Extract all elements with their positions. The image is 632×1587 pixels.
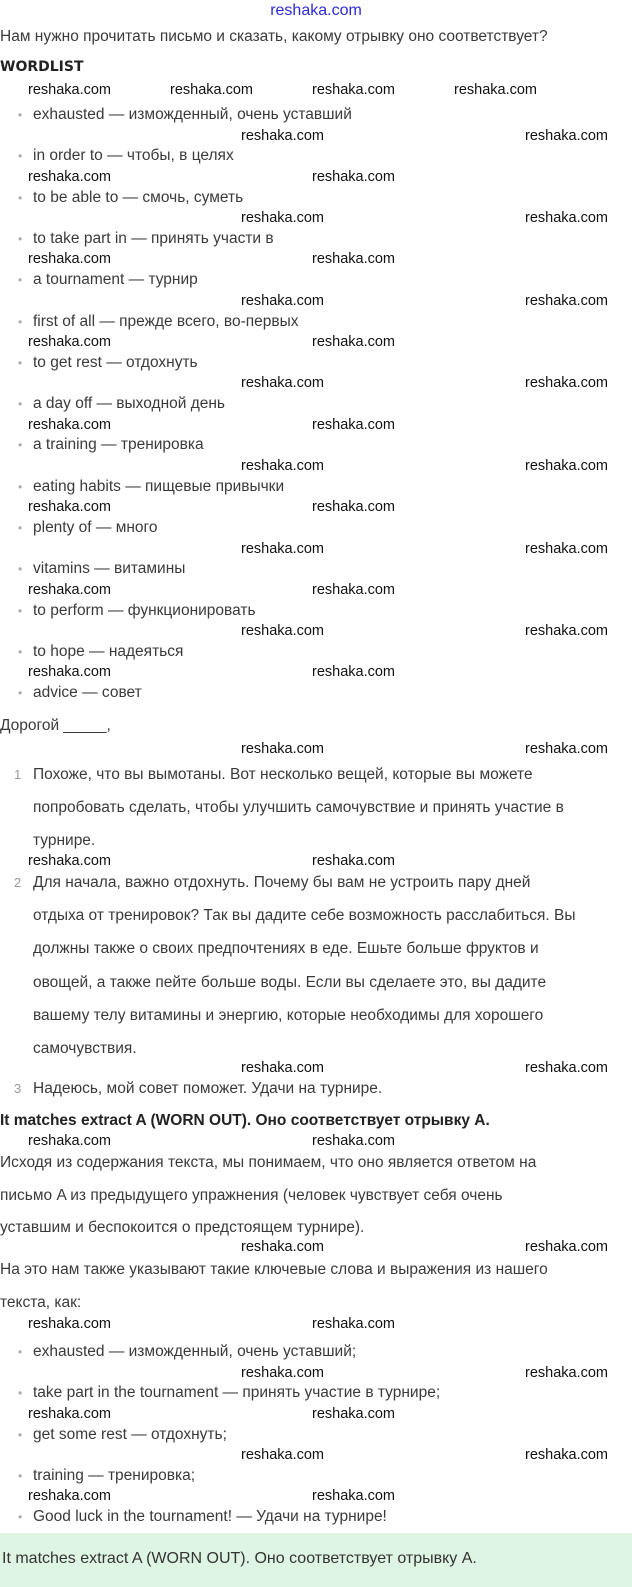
item-number: 2 — [14, 875, 22, 890]
bullet-icon: • — [18, 355, 23, 370]
letter-line: вашему телу витамины и энергию, которые необходимы для хорошего — [33, 1006, 544, 1024]
watermark-text: reshaka.com — [28, 581, 112, 598]
watermark-text: reshaka.com — [454, 82, 538, 98]
wordlist-item: a day off — выходной день — [33, 395, 226, 413]
watermark-text: reshaka.com — [28, 1405, 112, 1422]
bullet-icon: • — [18, 231, 23, 246]
watermark-text: reshaka.com — [525, 540, 609, 557]
answer-text: It matches extract A (WORN OUT). Оно соответствует отрывку A. — [2, 1550, 477, 1567]
keyword-item: take part in the tournament — принять участие в турнире; — [33, 1384, 441, 1402]
letter-line: Надеюсь, мой совет поможет. Удачи на турнире. — [33, 1080, 383, 1097]
bullet-icon: • — [18, 1510, 23, 1525]
bullet-icon: • — [18, 1468, 23, 1483]
answer-box — [0, 1533, 632, 1587]
letter-line: овощей, а также пейте больше воды. Если вы сделаете это, вы дадите — [33, 973, 547, 991]
watermark-text: reshaka.com — [525, 1060, 609, 1076]
watermark-text: reshaka.com — [28, 168, 112, 185]
bullet-icon: • — [18, 686, 23, 701]
intro-line: На это нам также указывают такие ключевые слова и выражения из нашего — [0, 1261, 548, 1278]
wordlist-item: advice — совет — [33, 684, 142, 702]
watermark-text: reshaka.com — [241, 210, 325, 227]
watermark-text: reshaka.com — [525, 623, 609, 640]
watermark-text: reshaka.com — [241, 741, 325, 757]
wordlist-item: exhausted — изможденный, очень уставший — [33, 106, 352, 123]
letter-line: Похоже, что вы вымотаны. Вот несколько вещей, которые вы можете — [33, 766, 533, 783]
bullet-icon: • — [18, 644, 23, 659]
watermark-text: reshaka.com — [241, 1447, 325, 1464]
match-heading: It matches extract A (WORN OUT). Оно соответствует отрывку A. — [0, 1112, 490, 1129]
watermark-text: reshaka.com — [312, 82, 396, 98]
wordlist-item: a training — тренировка — [33, 436, 204, 454]
site-logo-link[interactable]: reshaka.com — [270, 2, 362, 19]
watermark-text: reshaka.com — [312, 1488, 396, 1505]
watermark-text: reshaka.com — [241, 127, 325, 144]
letter-line: отдыха от тренировок? Так вы дадите себе возможность расслабиться. Вы — [33, 907, 576, 925]
bullet-icon: • — [18, 479, 23, 494]
explanation-line: Исходя из содержания текста, мы понимаем, что оно является ответом на — [0, 1154, 537, 1171]
keyword-item: training — тренировка; — [33, 1466, 196, 1484]
question-text: Нам нужно прочитать письмо и сказать, какому отрывку оно соответствует? — [0, 28, 548, 45]
wordlist-item: a tournament — турнир — [33, 271, 198, 289]
bullet-icon: • — [18, 273, 23, 288]
watermark-text: reshaka.com — [28, 664, 112, 681]
wordlist-item: to get rest — отдохнуть — [33, 353, 198, 371]
wordlist-item: to be able to — смочь, суметь — [33, 188, 244, 206]
watermark-text: reshaka.com — [525, 741, 609, 757]
bullet-icon: • — [18, 149, 23, 164]
watermark-text: reshaka.com — [28, 1316, 112, 1332]
watermark-text: reshaka.com — [312, 1133, 396, 1149]
bullet-icon: • — [18, 1427, 23, 1442]
watermark-text: reshaka.com — [525, 1364, 609, 1381]
watermark-text: reshaka.com — [28, 251, 112, 268]
explanation-line: письмо A из предыдущего упражнения (человек чувствует себя очень — [0, 1186, 503, 1204]
watermark-text: reshaka.com — [241, 1364, 325, 1381]
wordlist-item: eating habits — пищевые привычки — [33, 477, 285, 495]
watermark-text: reshaka.com — [312, 581, 396, 598]
watermark-text: reshaka.com — [241, 375, 325, 392]
bullet-icon: • — [18, 314, 23, 329]
watermark-text: reshaka.com — [241, 540, 325, 557]
bullet-icon: • — [18, 1345, 23, 1359]
watermark-text: reshaka.com — [28, 82, 112, 98]
watermark-text: reshaka.com — [312, 334, 396, 350]
intro-line: текста, как: — [0, 1294, 82, 1311]
watermark-text: reshaka.com — [312, 499, 396, 516]
watermark-text: reshaka.com — [241, 1060, 325, 1076]
wordlist-item: to perform — функционировать — [33, 601, 256, 619]
letter-line: самочувствия. — [33, 1040, 137, 1057]
wordlist-item: first of all — прежде всего, во-первых — [33, 312, 299, 330]
bullet-icon: • — [18, 108, 23, 122]
watermark-text: reshaka.com — [525, 375, 609, 392]
bullet-icon: • — [18, 1386, 23, 1401]
watermark-text: reshaka.com — [28, 499, 112, 516]
watermark-text: reshaka.com — [28, 1133, 112, 1149]
watermark-text: reshaka.com — [312, 416, 396, 433]
watermark-text: reshaka.com — [525, 127, 609, 144]
wordlist-item: in order to — чтобы, в целях — [33, 147, 234, 165]
bullet-icon: • — [18, 397, 23, 412]
watermark-text: reshaka.com — [312, 251, 396, 268]
watermark-text: reshaka.com — [28, 853, 112, 869]
watermark-text: reshaka.com — [28, 334, 112, 350]
letter-line: турнире. — [33, 832, 96, 850]
watermark-text: reshaka.com — [241, 623, 325, 640]
watermark-text: reshaka.com — [525, 457, 609, 474]
wordlist-item: to take part in — принять участи в — [33, 229, 274, 247]
keyword-item: Good luck in the tournament! — Удачи на турнире! — [33, 1508, 387, 1526]
explanation-line: уставшим и беспокоится о предстоящем турнире). — [0, 1219, 365, 1236]
watermark-text: reshaka.com — [312, 1405, 396, 1422]
watermark-text: reshaka.com — [312, 664, 396, 681]
watermark-text: reshaka.com — [312, 1316, 396, 1332]
watermark-text: reshaka.com — [28, 1488, 112, 1505]
wordlist-title: WORDLIST — [0, 59, 84, 75]
watermark-text: reshaka.com — [312, 168, 396, 185]
watermark-text: reshaka.com — [525, 210, 609, 227]
letter-line: Для начала, важно отдохнуть. Почему бы вам не устроить пару дней — [33, 874, 531, 891]
watermark-text: reshaka.com — [241, 292, 325, 309]
keyword-item: exhausted — изможденный, очень уставший; — [33, 1343, 357, 1360]
watermark-text: reshaka.com — [28, 416, 112, 433]
item-number: 3 — [14, 1081, 22, 1096]
bullet-icon: • — [18, 562, 23, 577]
letter-line: попробовать сделать, чтобы улучшить самочувствие и принять участие в — [33, 799, 564, 817]
keyword-item: get some rest — отдохнуть; — [33, 1425, 227, 1443]
wordlist-item: plenty of — много — [33, 519, 158, 536]
wordlist-item: vitamins — витамины — [33, 560, 186, 578]
watermark-text: reshaka.com — [241, 457, 325, 474]
bullet-icon: • — [18, 521, 23, 535]
wordlist-item: to hope — надеяться — [33, 642, 184, 660]
item-number: 1 — [14, 767, 22, 782]
bullet-icon: • — [18, 190, 23, 205]
watermark-text: reshaka.com — [525, 292, 609, 309]
bullet-icon: • — [18, 438, 23, 453]
bullet-icon: • — [18, 603, 23, 618]
letter-line: должны также о своих предпочтениях в еде. Ешьте больше фруктов и — [33, 940, 539, 958]
watermark-text: reshaka.com — [525, 1447, 609, 1464]
watermark-text: reshaka.com — [525, 1239, 609, 1255]
watermark-text: reshaka.com — [312, 853, 396, 869]
watermark-text: reshaka.com — [170, 82, 254, 98]
watermark-text: reshaka.com — [241, 1239, 325, 1255]
letter-greeting: Дорогой _____, — [0, 717, 111, 734]
